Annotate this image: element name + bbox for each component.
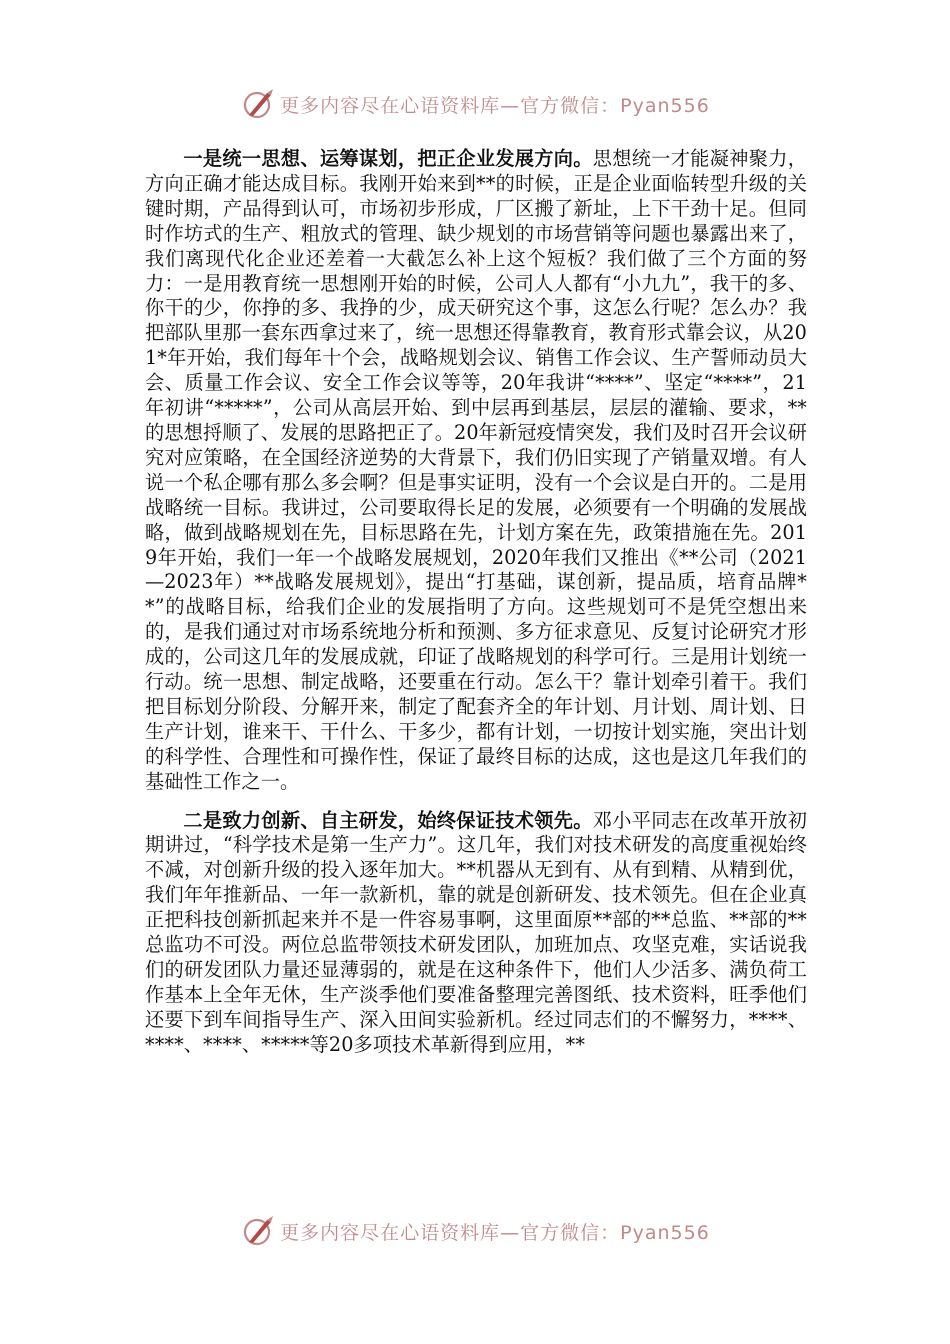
- paragraph-2-heading: 二是致力创新、自主研发，始终保证技术领先。: [183, 808, 593, 832]
- paragraph-1-text: 思想统一才能凝神聚力，方向正确才能达成目标。我刚开始来到**的时候，正是企业面临转型升级的关键时期，产品得到认可，市场初步形成，厂区搬了新址，上下干劲十足。但同时作坊式的生产、粗放式的管理、缺少规划的市场营销等问题也暴露出来了，我们离现代化企业还差着一大截怎么补上这个短板？我们做了三个方面的努力：一是用教育统一思想刚开始的时候，公司人人都有“小九九”，我干的多、你干的少，你挣的多、我挣的少，成天研究这个事，这怎么行呢？怎么办？我把部队里那一套东西拿过来了，统一思想还得靠教育，教育形式靠会议，从201*年开始，我们每年十个会，战略规划会议、销售工作会议、生产誓师动员大会、质量工作会议、安全工作会议等等，20年我讲“****”、坚定“****”，21年初讲“*****”，公司从高层开始、到中层再到基层，层层的灌输、要求，**的思想捋顺了、发展的思路把正了。20年新冠疫情突发，我们及时召开会议研究对应策略，在全国经济逆势的大背景下，我们仍旧实现了产销量双增。有人说一个私企哪有那么多会啊？但是事实证明，没有一个会议是白开的。二是用战略统一目标。我讲过，公司要取得长足的发展，必须要有一个明确的发展战略，做到战略规划在先，目标思路在先，计划方案在先，政策措施在先。2019年开始，我们一年一个战略发展规划，2020年我们又推出《**公司（2021—2023年）**战略发展规划》，提出“打基础，谋创新，提品质，培育品牌**”的战略目标，给我们企业的发展指明了方向。这些规划可不是凭空想出来的，是我们通过对市场系统地分析和预测、多方征求意见、反复讨论研究才形成的，公司这几年的发展成就，印证了战略规划的科学可行。三是用计划统一行动。统一思想、制定战略，还要重在行动。怎么干？靠计划牵引着干。我们把目标划分阶段、分解开来，制定了配套齐全的年计划、月计划、周计划、日生产计划，谁来干、干什么、干多少，都有计划，一切按计划实施，突出计划的科学性、合理性和可操作性，保证了最终目标的达成，这也是这几年我们的基础性工作之一。: [145, 147, 807, 793]
- quill-pen-circle-icon: [240, 1213, 276, 1249]
- paragraph-1: [145, 147, 807, 795]
- watermark-text: 更多内容尽在心语资料库—官方微信：Pyan556: [280, 1221, 710, 1244]
- document-body: [145, 147, 807, 1072]
- watermark-text: 更多内容尽在心语资料库—官方微信：Pyan556: [280, 94, 710, 117]
- paragraph-1-heading: 一是统一思想、运筹谋划，把正企业发展方向。: [183, 147, 593, 170]
- footer-watermark-banner: [0, 1211, 950, 1251]
- header-watermark-banner: [0, 84, 950, 124]
- paragraph-2-text: 邓小平同志在改革开放初期讲过，“科学技术是第一生产力”。这几年，我们对技术研发的高度重视始终不减，对创新升级的投入逐年加大。**机器从无到有、从有到精、从精到优，我们年年推新品、一年一款新机，靠的就是创新研发、技术领先。但在企业真正把科技创新抓起来并不是一件容易事啊，这里面原**部的**总监、**部的**总监功不可没。两位总监带领技术研发团队，加班加点、攻坚克难，实话说我们的研发团队力量还显薄弱的，就是在这种条件下，他们人少活多、满负荷工作基本上全年无休，生产淡季他们要准备整理完善图纸、技术资料，旺季他们还要下到车间指导生产、深入田间实验新机。经过同志们的不懈努力，****、****、****、*****等20多项技术革新得到应用，**: [145, 808, 807, 1056]
- quill-pen-circle-icon: [240, 86, 276, 122]
- paragraph-2: [145, 809, 807, 1058]
